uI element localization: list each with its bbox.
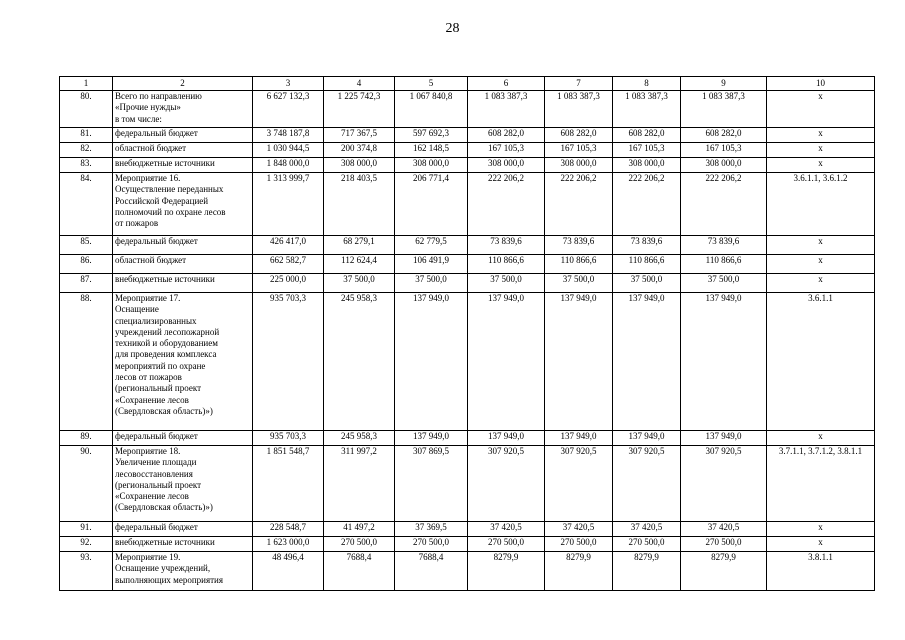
value-cell: 37 500,0 xyxy=(324,274,395,293)
value-cell: 1 030 944,5 xyxy=(253,143,324,158)
row-name: федеральный бюджет xyxy=(113,236,253,255)
budget-table xyxy=(59,76,875,591)
row-name: Мероприятие 19. Оснащение учреждений, выполняющих мероприятия xyxy=(113,552,253,591)
value-cell: 110 866,6 xyxy=(468,255,545,274)
row-name: Всего по направлению «Прочие нужды» в том числе: xyxy=(113,91,253,128)
value-cell: 206 771,4 xyxy=(395,173,468,236)
value-cell: 245 958,3 xyxy=(324,293,395,431)
row-number: 82. xyxy=(60,143,113,158)
column-header: 4 xyxy=(324,77,395,91)
table-row xyxy=(60,446,875,522)
value-cell: 228 548,7 xyxy=(253,522,324,537)
row-name: федеральный бюджет xyxy=(113,431,253,446)
row-name: Мероприятие 17. Оснащение специализированных учреждений лесопожарной техникой и оборудованием для проведения комплекса мероприятий по охране лесов от пожаров (региональный проект «Сохранение лесов (Свердловская область)») xyxy=(113,293,253,431)
value-cell: 137 949,0 xyxy=(545,431,613,446)
row-number: 86. xyxy=(60,255,113,274)
value-cell: 1 225 742,3 xyxy=(324,91,395,128)
reference-cell: х xyxy=(767,158,875,173)
table-row xyxy=(60,128,875,143)
value-cell: 662 582,7 xyxy=(253,255,324,274)
value-cell: 137 949,0 xyxy=(468,431,545,446)
value-cell: 222 206,2 xyxy=(468,173,545,236)
reference-cell: х xyxy=(767,537,875,552)
reference-cell: 3.7.1.1, 3.7.1.2, 3.8.1.1 xyxy=(767,446,875,522)
table-row xyxy=(60,143,875,158)
value-cell: 137 949,0 xyxy=(395,431,468,446)
value-cell: 608 282,0 xyxy=(613,128,681,143)
value-cell: 225 000,0 xyxy=(253,274,324,293)
value-cell: 37 500,0 xyxy=(545,274,613,293)
row-name: федеральный бюджет xyxy=(113,522,253,537)
reference-cell: х xyxy=(767,236,875,255)
row-name: внебюджетные источники xyxy=(113,274,253,293)
reference-cell: 3.6.1.1, 3.6.1.2 xyxy=(767,173,875,236)
table-row xyxy=(60,274,875,293)
row-number: 92. xyxy=(60,537,113,552)
value-cell: 270 500,0 xyxy=(681,537,767,552)
reference-cell: х xyxy=(767,431,875,446)
value-cell: 597 692,3 xyxy=(395,128,468,143)
value-cell: 717 367,5 xyxy=(324,128,395,143)
value-cell: 112 624,4 xyxy=(324,255,395,274)
reference-cell: х xyxy=(767,128,875,143)
column-header: 10 xyxy=(767,77,875,91)
row-name: федеральный бюджет xyxy=(113,128,253,143)
value-cell: 270 500,0 xyxy=(324,537,395,552)
row-name: внебюджетные источники xyxy=(113,537,253,552)
value-cell: 137 949,0 xyxy=(545,293,613,431)
table-row xyxy=(60,236,875,255)
reference-cell: х xyxy=(767,274,875,293)
value-cell: 37 500,0 xyxy=(613,274,681,293)
value-cell: 73 839,6 xyxy=(545,236,613,255)
page-number: 28 xyxy=(445,21,460,36)
value-cell: 41 497,2 xyxy=(324,522,395,537)
value-cell: 137 949,0 xyxy=(681,293,767,431)
table-row xyxy=(60,173,875,236)
row-number: 93. xyxy=(60,552,113,591)
value-cell: 308 000,0 xyxy=(681,158,767,173)
value-cell: 37 500,0 xyxy=(681,274,767,293)
value-cell: 137 949,0 xyxy=(468,293,545,431)
value-cell: 218 403,5 xyxy=(324,173,395,236)
column-header: 3 xyxy=(253,77,324,91)
value-cell: 62 779,5 xyxy=(395,236,468,255)
value-cell: 37 420,5 xyxy=(681,522,767,537)
value-cell: 308 000,0 xyxy=(395,158,468,173)
value-cell: 608 282,0 xyxy=(681,128,767,143)
reference-cell: х xyxy=(767,522,875,537)
row-name: внебюджетные источники xyxy=(113,158,253,173)
value-cell: 270 500,0 xyxy=(613,537,681,552)
table-row xyxy=(60,431,875,446)
value-cell: 307 920,5 xyxy=(681,446,767,522)
value-cell: 110 866,6 xyxy=(681,255,767,274)
value-cell: 48 496,4 xyxy=(253,552,324,591)
value-cell: 37 420,5 xyxy=(468,522,545,537)
value-cell: 307 920,5 xyxy=(468,446,545,522)
value-cell: 37 500,0 xyxy=(395,274,468,293)
value-cell: 426 417,0 xyxy=(253,236,324,255)
table-row xyxy=(60,293,875,431)
column-header: 1 xyxy=(60,77,113,91)
value-cell: 608 282,0 xyxy=(468,128,545,143)
value-cell: 137 949,0 xyxy=(681,431,767,446)
value-cell: 68 279,1 xyxy=(324,236,395,255)
column-header: 5 xyxy=(395,77,468,91)
value-cell: 37 420,5 xyxy=(545,522,613,537)
value-cell: 1 083 387,3 xyxy=(613,91,681,128)
value-cell: 308 000,0 xyxy=(324,158,395,173)
value-cell: 167 105,3 xyxy=(681,143,767,158)
value-cell: 935 703,3 xyxy=(253,293,324,431)
value-cell: 307 869,5 xyxy=(395,446,468,522)
value-cell: 200 374,8 xyxy=(324,143,395,158)
value-cell: 1 851 548,7 xyxy=(253,446,324,522)
value-cell: 308 000,0 xyxy=(468,158,545,173)
reference-cell: х xyxy=(767,255,875,274)
row-name: Мероприятие 16. Осуществление переданных Российской Федерацией полномочий по охране лесов от пожаров xyxy=(113,173,253,236)
value-cell: 7688,4 xyxy=(324,552,395,591)
row-number: 90. xyxy=(60,446,113,522)
value-cell: 608 282,0 xyxy=(545,128,613,143)
value-cell: 222 206,2 xyxy=(681,173,767,236)
row-number: 89. xyxy=(60,431,113,446)
value-cell: 37 420,5 xyxy=(613,522,681,537)
value-cell: 167 105,3 xyxy=(613,143,681,158)
table-row xyxy=(60,255,875,274)
value-cell: 270 500,0 xyxy=(395,537,468,552)
value-cell: 37 369,5 xyxy=(395,522,468,537)
row-number: 91. xyxy=(60,522,113,537)
value-cell: 1 083 387,3 xyxy=(468,91,545,128)
reference-cell: 3.6.1.1 xyxy=(767,293,875,431)
value-cell: 270 500,0 xyxy=(545,537,613,552)
row-number: 87. xyxy=(60,274,113,293)
row-name: областной бюджет xyxy=(113,255,253,274)
value-cell: 137 949,0 xyxy=(395,293,468,431)
value-cell: 311 997,2 xyxy=(324,446,395,522)
value-cell: 106 491,9 xyxy=(395,255,468,274)
reference-cell: х xyxy=(767,91,875,128)
value-cell: 1 848 000,0 xyxy=(253,158,324,173)
value-cell: 110 866,6 xyxy=(545,255,613,274)
table-row xyxy=(60,91,875,128)
value-cell: 270 500,0 xyxy=(468,537,545,552)
column-header: 6 xyxy=(468,77,545,91)
value-cell: 73 839,6 xyxy=(613,236,681,255)
value-cell: 222 206,2 xyxy=(613,173,681,236)
row-number: 80. xyxy=(60,91,113,128)
value-cell: 8279,9 xyxy=(545,552,613,591)
row-number: 84. xyxy=(60,173,113,236)
value-cell: 162 148,5 xyxy=(395,143,468,158)
header-row xyxy=(60,77,875,91)
value-cell: 1 083 387,3 xyxy=(681,91,767,128)
value-cell: 110 866,6 xyxy=(613,255,681,274)
value-cell: 1 313 999,7 xyxy=(253,173,324,236)
row-number: 83. xyxy=(60,158,113,173)
value-cell: 167 105,3 xyxy=(545,143,613,158)
table-row xyxy=(60,537,875,552)
value-cell: 6 627 132,3 xyxy=(253,91,324,128)
value-cell: 8279,9 xyxy=(681,552,767,591)
table-row xyxy=(60,158,875,173)
value-cell: 245 958,3 xyxy=(324,431,395,446)
value-cell: 167 105,3 xyxy=(468,143,545,158)
table-row xyxy=(60,522,875,537)
value-cell: 1 623 000,0 xyxy=(253,537,324,552)
row-name: Мероприятие 18. Увеличение площади лесовосстановления (региональный проект «Сохранение лесов (Свердловская область)») xyxy=(113,446,253,522)
value-cell: 308 000,0 xyxy=(545,158,613,173)
value-cell: 307 920,5 xyxy=(613,446,681,522)
value-cell: 1 083 387,3 xyxy=(545,91,613,128)
value-cell: 1 067 840,8 xyxy=(395,91,468,128)
value-cell: 137 949,0 xyxy=(613,293,681,431)
row-number: 81. xyxy=(60,128,113,143)
value-cell: 307 920,5 xyxy=(545,446,613,522)
reference-cell: 3.8.1.1 xyxy=(767,552,875,591)
value-cell: 308 000,0 xyxy=(613,158,681,173)
value-cell: 137 949,0 xyxy=(613,431,681,446)
column-header: 9 xyxy=(681,77,767,91)
column-header: 7 xyxy=(545,77,613,91)
table-row xyxy=(60,552,875,591)
reference-cell: х xyxy=(767,143,875,158)
value-cell: 7688,4 xyxy=(395,552,468,591)
value-cell: 3 748 187,8 xyxy=(253,128,324,143)
row-number: 85. xyxy=(60,236,113,255)
value-cell: 73 839,6 xyxy=(681,236,767,255)
value-cell: 222 206,2 xyxy=(545,173,613,236)
column-header: 2 xyxy=(113,77,253,91)
value-cell: 935 703,3 xyxy=(253,431,324,446)
value-cell: 37 500,0 xyxy=(468,274,545,293)
value-cell: 8279,9 xyxy=(613,552,681,591)
row-number: 88. xyxy=(60,293,113,431)
row-name: областной бюджет xyxy=(113,143,253,158)
value-cell: 8279,9 xyxy=(468,552,545,591)
value-cell: 73 839,6 xyxy=(468,236,545,255)
column-header: 8 xyxy=(613,77,681,91)
